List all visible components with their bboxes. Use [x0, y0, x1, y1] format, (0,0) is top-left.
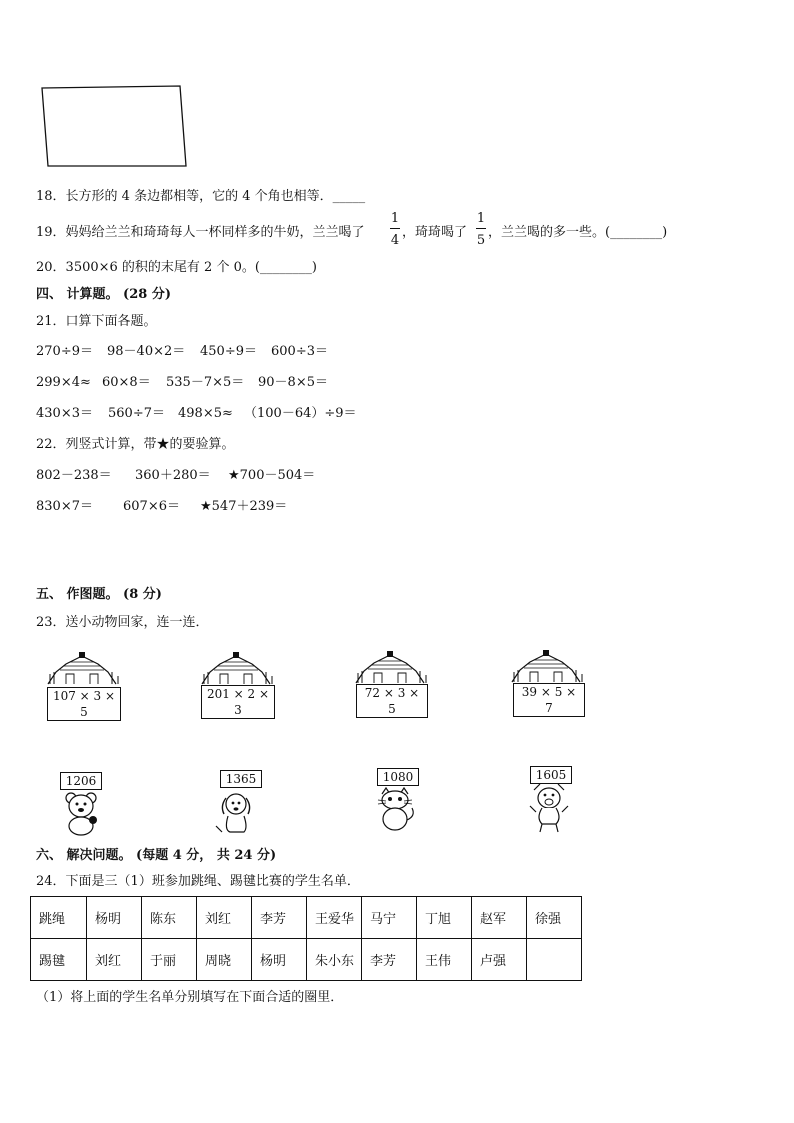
house-icon	[200, 650, 276, 686]
house-icon	[354, 649, 430, 685]
table-cell: 刘红	[197, 897, 252, 939]
fraction-2-numerator: 1	[476, 211, 486, 226]
calc-item: 600÷3＝	[271, 344, 328, 359]
section-6-title: 六、 解决问题。 (每题 4 分， 共 24 分)	[36, 848, 277, 863]
calc-item: 270÷9＝	[36, 344, 93, 359]
section-5-title: 五、 作图题。 (8 分)	[36, 587, 162, 602]
question-24-title: 24．下面是三（1）班参加跳绳、踢毽比赛的学生名单．	[36, 874, 360, 889]
table-cell: 卢强	[472, 939, 527, 981]
table-cell: 王伟	[417, 939, 472, 981]
vertical-calc-item: 360＋280＝	[135, 468, 211, 483]
house-label: 39 × 5 × 7	[513, 683, 585, 717]
question-19-suffix: ，兰兰喝的多一些。(________)	[488, 225, 668, 240]
question-20: 20．3500×6 的积的末尾有 2 个 0。(________)	[36, 260, 318, 275]
table-cell: 李芳	[252, 897, 307, 939]
question-21-title: 21．口算下面各题。	[36, 314, 157, 329]
question-19-middle: ，琦琦喝了	[402, 225, 468, 240]
table-cell: 周晓	[197, 939, 252, 981]
table-cell: 陈东	[142, 897, 197, 939]
calc-item: 90－8×5＝	[258, 375, 328, 390]
calc-item: 60×8＝	[102, 375, 151, 390]
fraction-1-denominator: 4	[390, 233, 400, 248]
cat-icon	[372, 786, 418, 832]
table-cell: 杨明	[87, 897, 142, 939]
table-cell: 朱小东	[307, 939, 362, 981]
fraction-1-numerator: 1	[390, 211, 400, 226]
fraction-2-denominator: 5	[476, 233, 486, 248]
table-cell: 踢毽	[31, 939, 87, 981]
calc-item: 450÷9＝	[200, 344, 257, 359]
vertical-calc-item: ★547＋239＝	[200, 499, 288, 514]
house-icon	[510, 648, 586, 684]
table-cell: 徐强	[527, 897, 582, 939]
table-cell: 赵军	[472, 897, 527, 939]
name-table	[30, 896, 582, 981]
parallelogram-figure	[38, 84, 190, 170]
animal-number: 1206	[60, 772, 102, 790]
calc-item: 98－40×2＝	[107, 344, 186, 359]
calc-item: 535－7×5＝	[166, 375, 245, 390]
table-cell: 王爱华	[307, 897, 362, 939]
pig-icon	[526, 784, 572, 834]
question-23-title: 23．送小动物回家，连一连．	[36, 615, 209, 630]
table-cell: 杨明	[252, 939, 307, 981]
table-cell: 李芳	[362, 939, 417, 981]
animal-number: 1605	[530, 766, 572, 784]
calc-item: 299×4≈	[36, 375, 91, 390]
calc-item: 560÷7＝	[108, 406, 165, 421]
section-4-title: 四、 计算题。 (28 分)	[36, 287, 171, 302]
calc-item: 498×5≈	[178, 406, 233, 421]
vertical-calc-item: ★700－504＝	[228, 468, 316, 483]
vertical-calc-item: 830×7＝	[36, 499, 93, 514]
question-24-sub-1: （1）将上面的学生名单分别填写在下面合适的圈里．	[36, 990, 344, 1005]
animal-number: 1365	[220, 770, 262, 788]
bear-icon	[62, 790, 102, 836]
calc-item: 430×3＝	[36, 406, 93, 421]
table-cell	[527, 939, 582, 981]
table-cell: 丁旭	[417, 897, 472, 939]
fraction-1-bar	[390, 228, 400, 229]
calc-item: （100－64）÷9＝	[244, 406, 357, 421]
fraction-2-bar	[476, 228, 486, 229]
dog-icon	[212, 790, 258, 836]
house-label: 72 × 3 × 5	[356, 684, 428, 718]
animal-number: 1080	[377, 768, 419, 786]
question-19-prefix: 19．妈妈给兰兰和琦琦每人一杯同样多的牛奶，兰兰喝了	[36, 225, 365, 240]
table-row	[31, 897, 582, 939]
question-22-title: 22．列竖式计算，带★的要验算。	[36, 437, 235, 452]
house-icon	[46, 650, 122, 686]
table-cell: 马宁	[362, 897, 417, 939]
vertical-calc-item: 607×6＝	[123, 499, 180, 514]
vertical-calc-item: 802－238＝	[36, 468, 112, 483]
house-label: 107 × 3 × 5	[47, 687, 121, 721]
question-18: 18．长方形的 4 条边都相等，它的 4 个角也相等．_____	[36, 189, 366, 204]
house-label: 201 × 2 × 3	[201, 685, 275, 719]
table-cell: 刘红	[87, 939, 142, 981]
table-cell: 于丽	[142, 939, 197, 981]
table-row	[31, 939, 582, 981]
table-cell: 跳绳	[31, 897, 87, 939]
